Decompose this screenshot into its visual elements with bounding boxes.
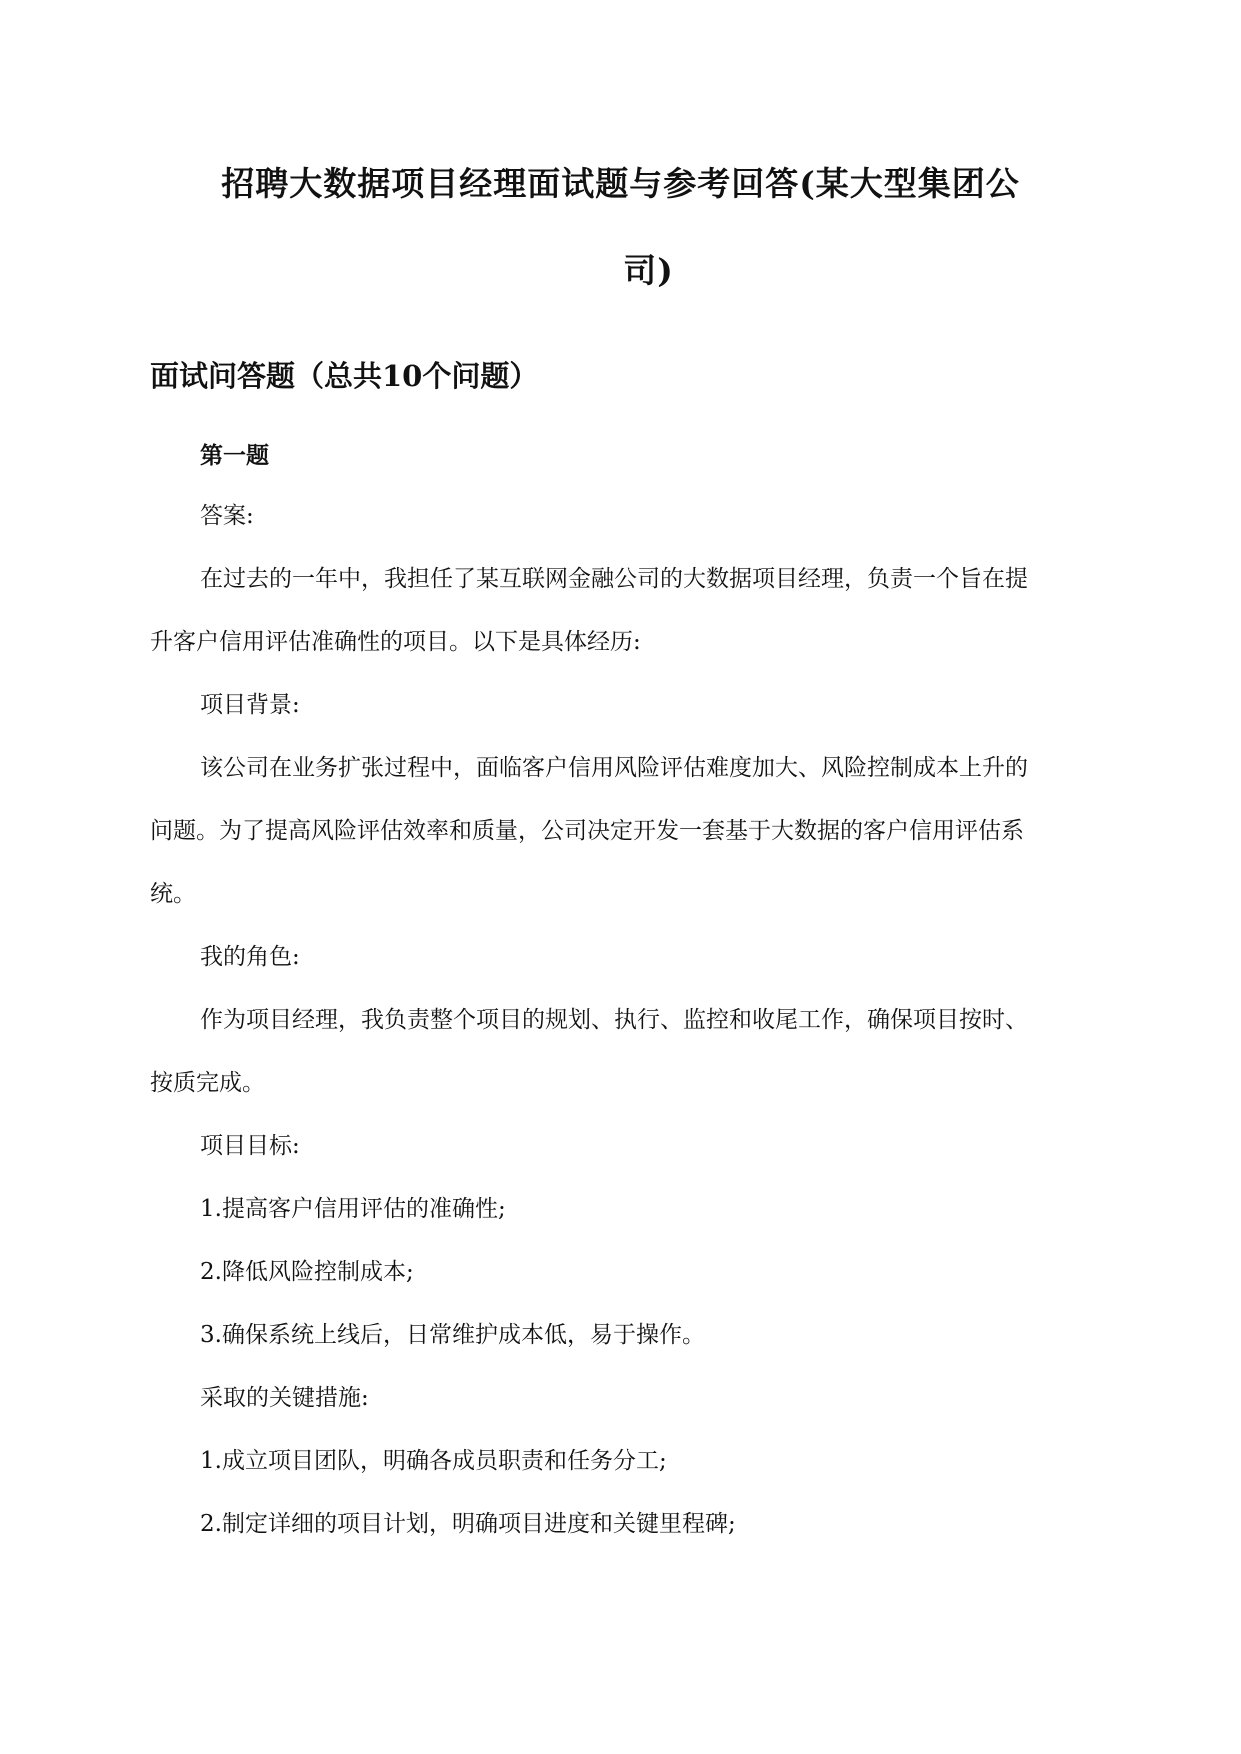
- paragraph-line: 在过去的一年中，我担任了某互联网金融公司的大数据项目经理，负责一个旨在提: [200, 566, 1028, 592]
- answer-label: 答案:: [200, 503, 254, 529]
- subheading-line: 我的角色:: [200, 944, 300, 970]
- paragraph-line: 该公司在业务扩张过程中，面临客户信用风险评估难度加大、风险控制成本上升的: [200, 755, 1028, 781]
- subheading-line: 项目目标:: [200, 1133, 300, 1159]
- paragraph-line: 问题。为了提高风险评估效率和质量，公司决定开发一套基于大数据的客户信用评估系: [150, 818, 1024, 844]
- subheading-line: 项目背景:: [200, 692, 300, 718]
- section-heading: 面试问答题（总共10个问题）: [150, 359, 539, 393]
- subheading-line: 采取的关键措施:: [200, 1385, 369, 1411]
- list-item: 2.降低风险控制成本;: [200, 1259, 414, 1285]
- paragraph-line: 按质完成。: [150, 1070, 265, 1096]
- list-item: 3.确保系统上线后，日常维护成本低，易于操作。: [200, 1322, 705, 1348]
- question-title: 第一题: [200, 442, 269, 469]
- list-item: 1.成立项目团队，明确各成员职责和任务分工;: [200, 1448, 667, 1474]
- paragraph-line: 作为项目经理，我负责整个项目的规划、执行、监控和收尾工作，确保项目按时、: [200, 1007, 1028, 1033]
- list-item: 1.提高客户信用评估的准确性;: [200, 1196, 506, 1222]
- list-item: 2.制定详细的项目计划，明确项目进度和关键里程碑;: [200, 1511, 736, 1537]
- paragraph-line: 升客户信用评估准确性的项目。以下是具体经历:: [150, 629, 641, 655]
- document-title-line-2: 司): [623, 251, 674, 290]
- document-title-line-1: 招聘大数据项目经理面试题与参考回答(某大型集团公: [221, 164, 1020, 203]
- paragraph-line: 统。: [150, 881, 196, 907]
